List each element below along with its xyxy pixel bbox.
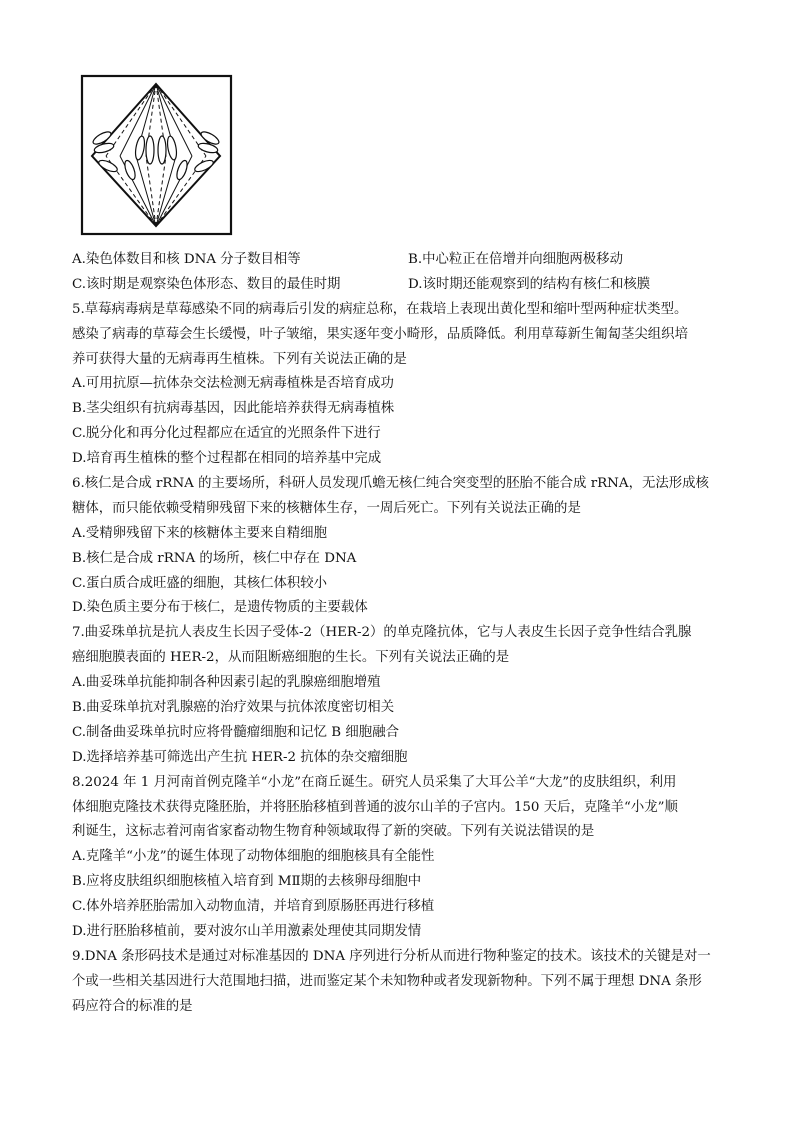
q7-option-b: B.曲妥珠单抗对乳腺癌的治疗效果与抗体浓度密切相关: [72, 700, 395, 716]
question-5: [72, 298, 722, 472]
q8-stem-line: 8.2024 年 1 月河南首例克隆羊“小龙”在商丘诞生。研究人员采集了大耳公羊“大龙”的皮肤组织，利用: [72, 774, 677, 790]
q4-option-b: B.中心粒正在倍增并向细胞两极移动: [408, 252, 623, 267]
q4-option-d: D.该时期还能观察到的结构有核仁和核膜: [408, 276, 651, 292]
spindle-diagram-icon: [80, 74, 233, 236]
q4-option-a: A.染色体数目和核 DNA 分子数目相等: [72, 252, 301, 267]
q8-option-d: D.进行胚胎移植前，要对波尔山羊用激素处理使其同期发情: [72, 924, 422, 940]
question-content: [72, 248, 722, 1020]
q8-option-b: B.应将皮肤组织细胞核植入培育到 MⅡ期的去核卵母细胞中: [72, 874, 422, 890]
q4-options-row-1: [72, 248, 722, 273]
q9-stem-line: 个或一些相关基因进行大范围地扫描，进而鉴定某个未知物种或者发现新物种。下列不属于理想 DNA 条形: [72, 973, 702, 989]
q6-option-c: C.蛋白质合成旺盛的细胞，其核仁体积较小: [72, 575, 328, 591]
q9-stem-line: 9.DNA 条形码技术是通过对标准基因的 DNA 序列进行分析从而进行物种鉴定的技术。该技术的关键是对一: [72, 948, 711, 964]
q6-stem-line: 糖体，而只能依赖受精卵残留下来的核糖体生存，一周后死亡。下列有关说法正确的是: [72, 500, 581, 516]
q5-option-c: C.脱分化和再分化过程都应在适宜的光照条件下进行: [72, 426, 381, 442]
question-8: [72, 771, 722, 945]
q5-stem-line: 5.草莓病毒病是草莓感染不同的病毒后引发的病症总称，在栽培上表现出黄化型和缩叶型两种症状类型。: [72, 301, 688, 317]
q6-option-d: D.染色质主要分布于核仁，是遗传物质的主要载体: [72, 600, 368, 616]
q7-stem-line: 癌细胞膜表面的 HER-2，从而阻断癌细胞的生长。下列有关说法正确的是: [72, 650, 510, 666]
q8-stem-line: 利诞生，这标志着河南省家畜动物生物育种领域取得了新的突破。下列有关说法错误的是: [72, 824, 595, 840]
q8-option-c: C.体外培养胚胎需加入动物血清，并培育到原肠胚再进行移植: [72, 899, 435, 915]
q7-option-c: C.制备曲妥珠单抗时应将骨髓瘤细胞和记忆 B 细胞融合: [72, 724, 399, 740]
q7-stem-line: 7.曲妥珠单抗是抗人表皮生长因子受体-2（HER-2）的单克隆抗体，它与人表皮生长因子竞争性结合乳腺: [72, 625, 692, 641]
q5-stem-line: 感染了病毒的草莓会生长缓慢，叶子皱缩，果实逐年变小畸形，品质降低。利用草莓新生匍匐茎尖组织培: [72, 326, 688, 342]
q7-option-a: A.曲妥珠单抗能抑制各种因素引起的乳腺癌细胞增殖: [72, 675, 381, 691]
q4-options-row-2: [72, 273, 722, 298]
q5-option-a: A.可用抗原—抗体杂交法检测无病毒植株是否培育成功: [72, 376, 394, 392]
q8-option-a: A.克隆羊“小龙”的诞生体现了动物体细胞的细胞核具有全能性: [72, 849, 435, 865]
q5-stem-line: 养可获得大量的无病毒再生植株。下列有关说法正确的是: [72, 351, 407, 367]
q5-option-d: D.培育再生植株的整个过程都在相同的培养基中完成: [72, 451, 382, 467]
q4-option-c: C.该时期是观察染色体形态、数目的最佳时期: [72, 276, 341, 292]
q8-stem-line: 体细胞克隆技术获得克隆胚胎，并将胚胎移植到普通的波尔山羊的子宫内。150 天后，克隆羊“小龙”顺: [72, 799, 678, 815]
question-7: [72, 621, 722, 770]
q5-option-b: B.茎尖组织有抗病毒基因，因此能培养获得无病毒植株: [72, 401, 395, 417]
q9-stem-line: 码应符合的标准的是: [72, 998, 193, 1014]
q6-option-a: A.受精卵残留下来的核糖体主要来自精细胞: [72, 525, 327, 541]
q6-option-b: B.核仁是合成 rRNA 的场所，核仁中存在 DNA: [72, 550, 357, 566]
cell-division-figure: [80, 74, 233, 236]
question-6: [72, 472, 722, 621]
question-9: [72, 945, 722, 1020]
q7-option-d: D.选择培养基可筛选出产生抗 HER-2 抗体的杂交瘤细胞: [72, 749, 408, 765]
q6-stem-line: 6.核仁是合成 rRNA 的主要场所，科研人员发现爪蟾无核仁纯合突变型的胚胎不能合成 rRNA，无法形成核: [72, 476, 709, 492]
